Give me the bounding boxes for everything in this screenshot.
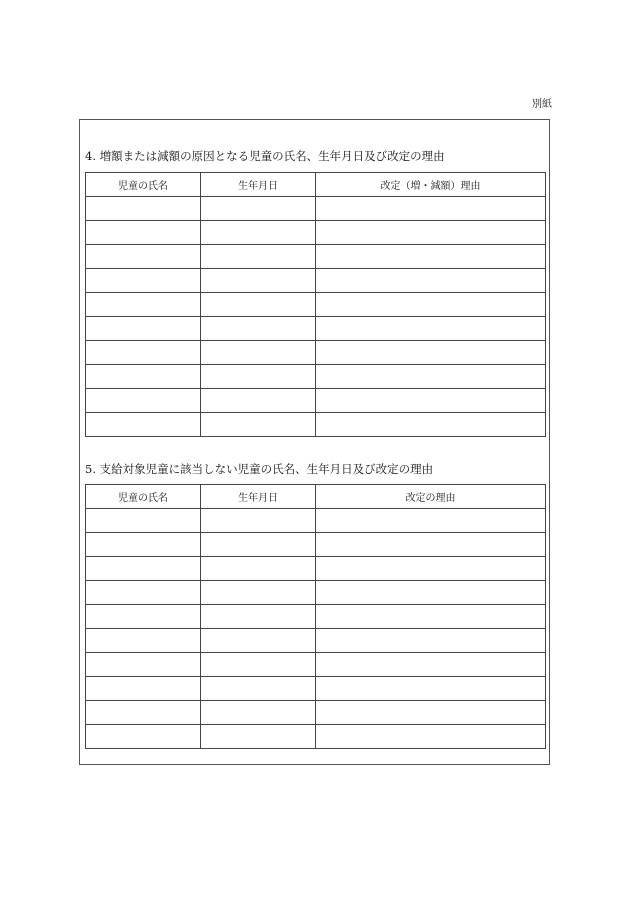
cell-child-name[interactable]	[86, 677, 201, 701]
cell-child-name[interactable]	[86, 701, 201, 725]
cell-revision-reason[interactable]	[316, 317, 546, 341]
table-row	[86, 653, 546, 677]
cell-revision-reason[interactable]	[316, 341, 546, 365]
cell-child-name[interactable]	[86, 269, 201, 293]
cell-child-name[interactable]	[86, 413, 201, 437]
table-row	[86, 245, 546, 269]
cell-birth-date[interactable]	[201, 677, 316, 701]
cell-birth-date[interactable]	[201, 317, 316, 341]
cell-birth-date[interactable]	[201, 701, 316, 725]
cell-birth-date[interactable]	[201, 725, 316, 749]
section-4-title: 4. 増額または減額の原因となる児童の氏名、生年月日及び改定の理由	[85, 149, 445, 163]
cell-revision-reason[interactable]	[316, 221, 546, 245]
column-header-child-name: 児童の氏名	[86, 173, 201, 197]
cell-birth-date[interactable]	[201, 557, 316, 581]
cell-child-name[interactable]	[86, 221, 201, 245]
cell-revision-reason[interactable]	[316, 581, 546, 605]
cell-revision-reason[interactable]	[316, 701, 546, 725]
cell-birth-date[interactable]	[201, 605, 316, 629]
table-row	[86, 413, 546, 437]
section-5-title: 5. 支給対象児童に該当しない児童の氏名、生年月日及び改定の理由	[85, 462, 434, 476]
cell-child-name[interactable]	[86, 557, 201, 581]
cell-birth-date[interactable]	[201, 269, 316, 293]
cell-birth-date[interactable]	[201, 293, 316, 317]
cell-child-name[interactable]	[86, 341, 201, 365]
annex-label: 別紙	[532, 99, 552, 110]
column-header-revision-reason: 改定の理由	[316, 485, 546, 509]
table-row	[86, 581, 546, 605]
cell-revision-reason[interactable]	[316, 245, 546, 269]
cell-birth-date[interactable]	[201, 197, 316, 221]
cell-birth-date[interactable]	[201, 365, 316, 389]
cell-revision-reason[interactable]	[316, 677, 546, 701]
table-row	[86, 557, 546, 581]
table-row	[86, 293, 546, 317]
table-row	[86, 725, 546, 749]
cell-revision-reason[interactable]	[316, 413, 546, 437]
table-row	[86, 341, 546, 365]
section-4-table	[85, 172, 546, 437]
cell-birth-date[interactable]	[201, 245, 316, 269]
cell-revision-reason[interactable]	[316, 533, 546, 557]
cell-revision-reason[interactable]	[316, 365, 546, 389]
column-header-birth-date: 生年月日	[201, 173, 316, 197]
table-row	[86, 389, 546, 413]
table-header-row	[86, 173, 546, 197]
cell-birth-date[interactable]	[201, 533, 316, 557]
cell-revision-reason[interactable]	[316, 629, 546, 653]
cell-revision-reason[interactable]	[316, 557, 546, 581]
cell-revision-reason[interactable]	[316, 725, 546, 749]
cell-child-name[interactable]	[86, 317, 201, 341]
cell-child-name[interactable]	[86, 509, 201, 533]
cell-revision-reason[interactable]	[316, 605, 546, 629]
cell-child-name[interactable]	[86, 245, 201, 269]
cell-birth-date[interactable]	[201, 653, 316, 677]
cell-child-name[interactable]	[86, 581, 201, 605]
cell-revision-reason[interactable]	[316, 197, 546, 221]
cell-child-name[interactable]	[86, 653, 201, 677]
cell-birth-date[interactable]	[201, 581, 316, 605]
section-5-table	[85, 484, 546, 749]
table-row	[86, 197, 546, 221]
cell-revision-reason[interactable]	[316, 653, 546, 677]
cell-child-name[interactable]	[86, 725, 201, 749]
cell-child-name[interactable]	[86, 389, 201, 413]
column-header-birth-date: 生年月日	[201, 485, 316, 509]
cell-revision-reason[interactable]	[316, 509, 546, 533]
cell-child-name[interactable]	[86, 605, 201, 629]
cell-birth-date[interactable]	[201, 509, 316, 533]
cell-birth-date[interactable]	[201, 341, 316, 365]
table-row	[86, 629, 546, 653]
table-row	[86, 509, 546, 533]
table-row	[86, 605, 546, 629]
table-row	[86, 221, 546, 245]
table-row	[86, 317, 546, 341]
cell-child-name[interactable]	[86, 629, 201, 653]
cell-revision-reason[interactable]	[316, 389, 546, 413]
cell-child-name[interactable]	[86, 293, 201, 317]
column-header-revision-reason: 改定（増・減額）理由	[316, 173, 546, 197]
cell-revision-reason[interactable]	[316, 269, 546, 293]
cell-child-name[interactable]	[86, 365, 201, 389]
cell-revision-reason[interactable]	[316, 293, 546, 317]
table-row	[86, 269, 546, 293]
cell-birth-date[interactable]	[201, 389, 316, 413]
table-row	[86, 533, 546, 557]
cell-birth-date[interactable]	[201, 629, 316, 653]
column-header-child-name: 児童の氏名	[86, 485, 201, 509]
table-row	[86, 701, 546, 725]
cell-birth-date[interactable]	[201, 221, 316, 245]
cell-child-name[interactable]	[86, 533, 201, 557]
table-row	[86, 677, 546, 701]
table-header-row	[86, 485, 546, 509]
table-row	[86, 365, 546, 389]
cell-birth-date[interactable]	[201, 413, 316, 437]
cell-child-name[interactable]	[86, 197, 201, 221]
